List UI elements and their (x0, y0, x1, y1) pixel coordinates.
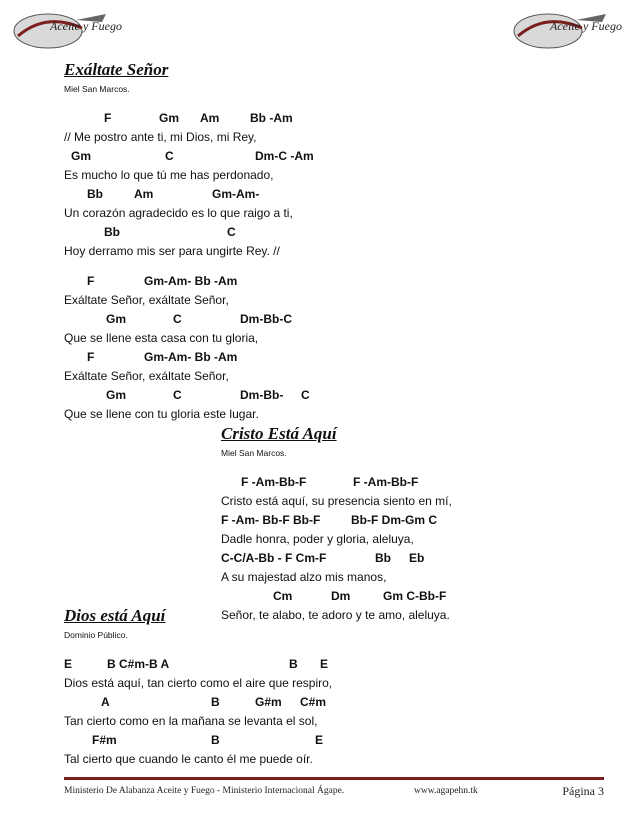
song-title: Dios está Aquí (64, 606, 166, 625)
footer-ministry: Ministerio De Alabanza Aceite y Fuego - Ministerio Internacional Ágape. (64, 786, 345, 796)
lyric-text: Hoy derramo mis ser para ungirte Rey. // (64, 244, 280, 258)
chord: Gm-Am- (212, 187, 260, 201)
chord: Gm (159, 111, 180, 125)
chord-line (64, 109, 293, 128)
lyric-line (64, 242, 280, 261)
lyric-line (64, 329, 259, 348)
chord: G#m (255, 695, 282, 709)
lyric-line (64, 204, 293, 223)
lyric-text: Un corazón agradecido es lo que raigo a ti, (64, 206, 293, 220)
chord: E (315, 733, 324, 747)
song-dios-esta-aqui (64, 606, 333, 769)
chord: Cm (273, 589, 293, 603)
chord-line (64, 310, 292, 329)
lyric-text: Señor, te alabo, te adoro y te amo, aleluya. (221, 608, 450, 622)
song-author: Dominio Público. (64, 630, 128, 640)
song-cristo-esta-aqui (221, 424, 452, 625)
chord: F -Am-Bb-F (241, 475, 307, 489)
chord: Dm-C -Am (255, 149, 314, 163)
lyric-line (64, 405, 259, 424)
lyric-line (221, 606, 450, 625)
chord-line (221, 549, 425, 568)
chord: F#m (92, 733, 117, 747)
lyric-line (64, 750, 313, 769)
lyric-line (64, 367, 229, 386)
lyric-text: Exáltate Señor, exáltate Señor, (64, 369, 229, 383)
chord: Am (200, 111, 220, 125)
chord-line (221, 473, 419, 492)
chord: F -Am- Bb-F Bb-F (221, 513, 321, 527)
chord: F (87, 350, 95, 364)
song-lines (64, 109, 314, 424)
chord-line (64, 272, 238, 291)
oil-and-fire-logo-icon (506, 6, 624, 52)
song-lines (221, 473, 452, 625)
chord: C#m (300, 695, 327, 709)
chord: B (211, 695, 220, 709)
page-footer (64, 777, 604, 798)
song-lines (64, 655, 333, 769)
chord-line (64, 386, 310, 405)
chord: Bb -Am (250, 111, 293, 125)
song-author: Miel San Marcos. (64, 84, 130, 94)
chord-line (221, 587, 447, 606)
lyric-text: Dadle honra, poder y gloria, aleluya, (221, 532, 414, 546)
lyric-line (64, 712, 318, 731)
chord: C (301, 388, 310, 402)
lyric-text: Cristo está aquí, su presencia siento en mí, (221, 494, 452, 508)
chord: C (227, 225, 236, 239)
chord: Gm (71, 149, 92, 163)
chord: Bb-F Dm-Gm C (351, 513, 437, 527)
lyric-text: Que se llene con tu gloria este lugar. (64, 407, 259, 421)
chord-line (64, 223, 236, 242)
chord: Bb (104, 225, 120, 239)
logo-text: Aceite y Fuego (550, 19, 622, 33)
chord-line (64, 731, 324, 750)
chord: F (104, 111, 112, 125)
chord: A (101, 695, 110, 709)
chord: Dm-Bb-C (240, 312, 292, 326)
lyric-text: Que se llene esta casa con tu gloria, (64, 331, 259, 345)
chord: Gm-Am- Bb -Am (144, 350, 238, 364)
chord: C (165, 149, 174, 163)
lyric-text: Es mucho lo que tú me has perdonado, (64, 168, 274, 182)
chord-line (64, 185, 260, 204)
chord-line (64, 147, 314, 166)
ministry-logo-right (506, 6, 624, 52)
page-number: Página 3 (562, 784, 604, 798)
chord: Gm (106, 388, 127, 402)
lyric-text: // Me postro ante ti, mi Dios, mi Rey, (64, 130, 257, 144)
song-exaltate-senor (64, 60, 314, 424)
lyric-line (64, 674, 333, 693)
chord-line (64, 693, 327, 712)
lyric-text: Dios está aquí, tan cierto como el aire que respiro, (64, 676, 333, 690)
chord: Dm-Bb- (240, 388, 284, 402)
footer-website: www.agapehn.tk (414, 786, 478, 796)
stanza-gap (64, 261, 168, 272)
song-title: Cristo Está Aquí (221, 424, 337, 443)
chord: F -Am-Bb-F (353, 475, 419, 489)
chord: Bb (87, 187, 103, 201)
lyric-line (64, 291, 229, 310)
logo-text: Aceite y Fuego (50, 19, 122, 33)
song-author: Miel San Marcos. (221, 448, 287, 458)
oil-and-fire-logo-icon (6, 6, 124, 52)
lyric-text: A su majestad alzo mis manos, (221, 570, 387, 584)
lyric-line (221, 530, 414, 549)
chord: Gm (106, 312, 127, 326)
chord: Bb (375, 551, 391, 565)
lyric-text: Exáltate Señor, exáltate Señor, (64, 293, 229, 307)
ministry-logo-left (6, 6, 124, 52)
chord: Gm-Am- Bb -Am (144, 274, 238, 288)
chord: Am (134, 187, 154, 201)
chord: F (87, 274, 95, 288)
chord-line (64, 655, 329, 674)
chord: Dm (331, 589, 351, 603)
chord: Eb (409, 551, 425, 565)
chord: E (64, 657, 73, 671)
lyric-line (64, 128, 257, 147)
chord: B (211, 733, 220, 747)
chord: E (320, 657, 329, 671)
chord: C-C/A-Bb - F Cm-F (221, 551, 327, 565)
chord: C (173, 312, 182, 326)
chord-line (221, 511, 437, 530)
chord-line (64, 348, 238, 367)
chord: C (173, 388, 182, 402)
lyric-line (221, 492, 452, 511)
lyric-line (221, 568, 387, 587)
chord: Gm C-Bb-F (383, 589, 447, 603)
lyric-line (64, 166, 274, 185)
chord: B C#m-B A (107, 657, 170, 671)
song-title: Exáltate Señor (64, 60, 169, 79)
lyric-text: Tan cierto como en la mañana se levanta el sol, (64, 714, 318, 728)
lyric-text: Tal cierto que cuando le canto él me puede oír. (64, 752, 313, 766)
chord: B (289, 657, 298, 671)
